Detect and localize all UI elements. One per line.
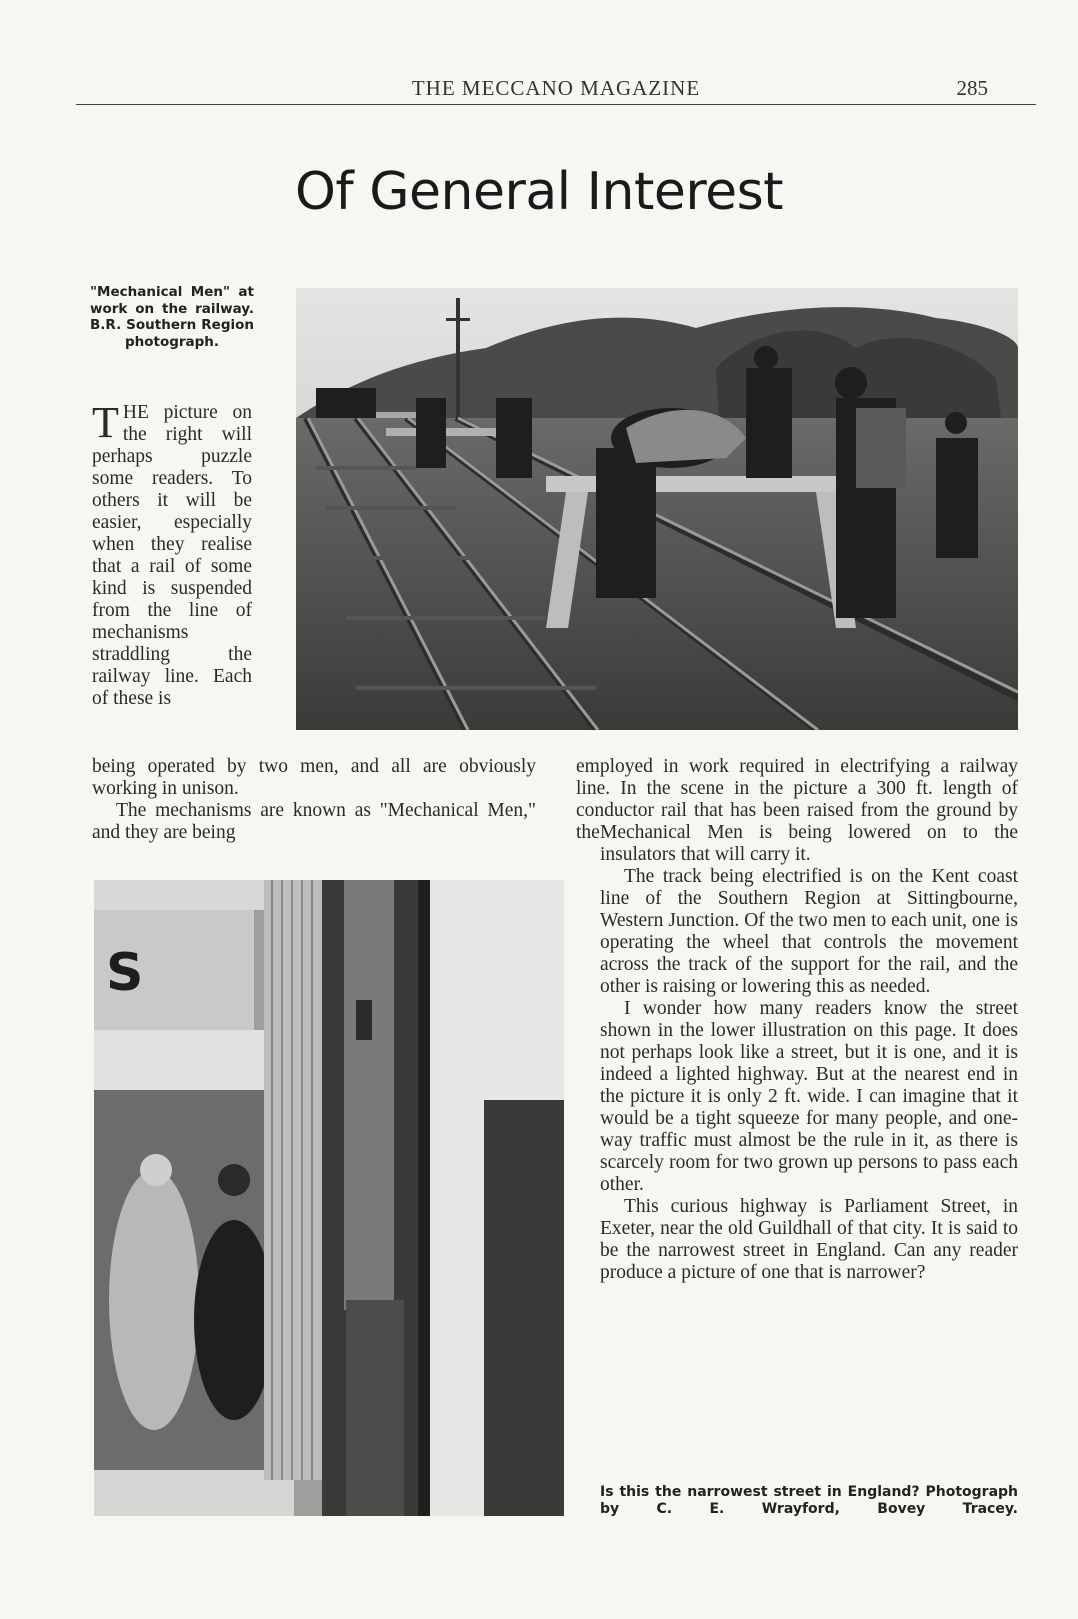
drop-cap: T	[92, 398, 119, 447]
page-number: 285	[956, 76, 988, 100]
magazine-title: THE MECCANO MAGAZINE	[411, 76, 701, 100]
right-top-text: employed in work required in electrifying a railway line. In the scene in the picture a 300 ft. length of conductor rail that has been raised from the ground by the	[576, 756, 1018, 843]
street-photo-caption: Is this the narrowest street in England? Photograph by C. E. Wrayford, Bovey Tracey.	[600, 1484, 1018, 1517]
shop-sign-letter: S	[106, 943, 144, 1003]
right-paragraph-4: This curious highway is Parliament Street, in Exeter, near the old Guildhall of that city. It is said to be the narrowest street in England. Can any reader produce a picture of one that is narrower?	[600, 1196, 1018, 1283]
narrow-street-photo	[94, 880, 564, 1516]
left-paragraph-1: being operated by two men, and all are obviously working in unison.	[92, 756, 536, 799]
right-paragraph-2: The track being electrified is on the Kent coast line of the Southern Region at Sittingbourne, Western Junction. Of the two men to each unit, one is operating the wheel that controls the movement across the track of the support for the rail, and the other is raising or lowering this as needed.	[600, 866, 1018, 997]
left-column-continuation	[92, 756, 536, 844]
right-paragraph-1: Mechanical Men is being lowered on to the insulators that will carry it.	[600, 822, 1018, 865]
railway-photo	[296, 288, 1018, 730]
left-paragraph-2: The mechanisms are known as "Mechanical Men," and they are being	[92, 800, 536, 843]
intro-text: HE picture on the right will perhaps puzzle some readers. To others it will be easier, especially when they realise that a rail of some kind is suspended from the line of mechanisms straddling the railway line. Each of these is	[92, 402, 252, 709]
right-paragraph-3: I wonder how many readers know the street shown in the lower illustration on this page. It does not perhaps look like a street, but it is one, and it is indeed a lighted highway. But at the nearest end in the picture it is only 2 ft. wide. I can imagine that it would be a tight squeeze for many people, and one-way traffic must almost be the rule in it, as there is scarcely room for two grown up persons to pass each other.	[600, 998, 1018, 1195]
right-column-main	[600, 822, 1018, 1284]
page-header	[76, 72, 1036, 105]
article-title: Of General Interest	[294, 162, 784, 222]
railway-photo-caption: "Mechanical Men" at work on the railway. B.R. Southern Region photograph.	[90, 284, 254, 350]
intro-narrow-column	[92, 398, 252, 710]
